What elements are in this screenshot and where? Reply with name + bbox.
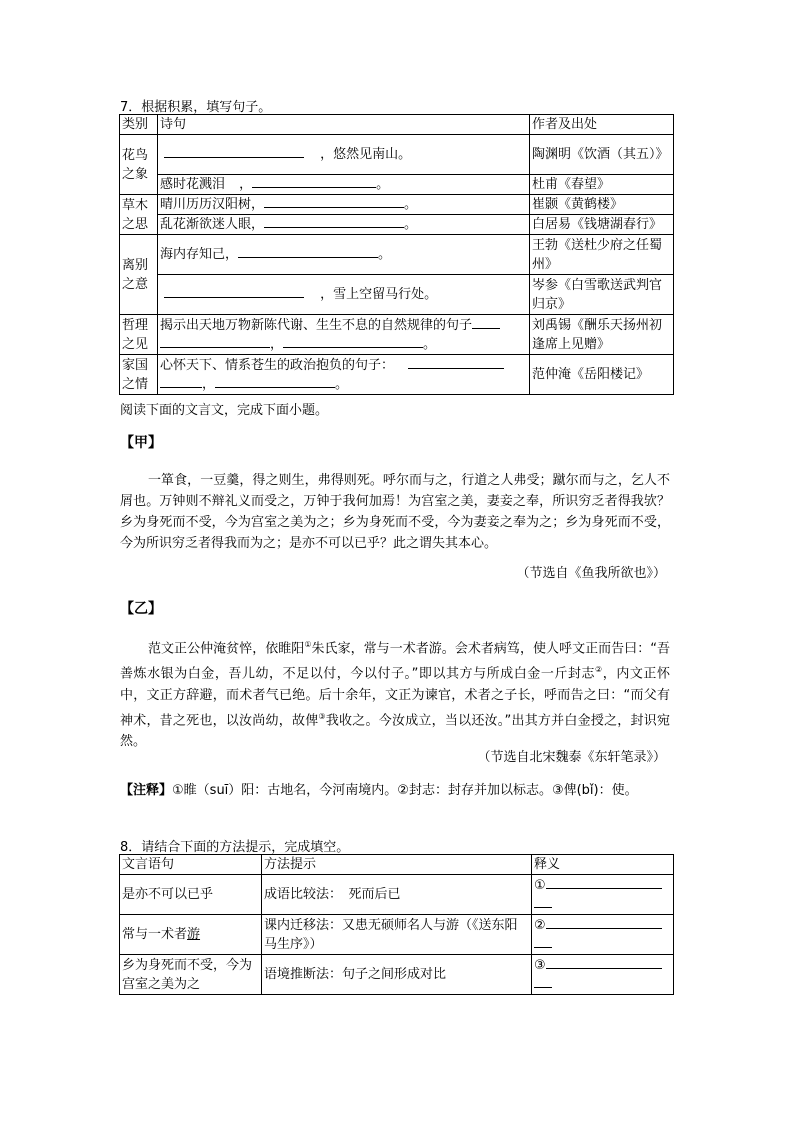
blank-line[interactable] bbox=[160, 335, 270, 348]
source-cell: 王勃《送杜少府之任蜀州》 bbox=[530, 235, 674, 275]
blank-line[interactable] bbox=[472, 316, 500, 329]
annotation-notes: 【注释】①睢（suī）阳：古地名，今河南境内。②封志：封存并加以标志。③俾(bǐ)：使。 bbox=[120, 783, 638, 798]
poem-cell: 心怀天下、情系苍生的政治抱负的句子： ， 。 bbox=[158, 355, 530, 395]
source-cell: 陶渊明《饮酒（其五）》 bbox=[530, 135, 674, 175]
blank-line[interactable] bbox=[408, 356, 504, 369]
method-cell: 成语比较法： 死而后已 bbox=[262, 875, 532, 915]
sentence-cell: 是亦不可以已乎 bbox=[120, 875, 262, 915]
answer-cell: ② bbox=[532, 915, 674, 955]
blank-line[interactable] bbox=[534, 895, 552, 908]
header-source: 作者及出处 bbox=[530, 115, 674, 135]
question-7-table bbox=[119, 114, 674, 395]
blank-line[interactable] bbox=[238, 245, 378, 258]
footnote-marker: ③ bbox=[318, 711, 326, 721]
passage-yi-text: 范文正公仲淹贫悴，依睢阳①朱氏家，常与一术者游。会术者病笃，使人呼文正而告曰：“吾善炼水银为白金，吾儿幼，不足以付，今以付子。”即以其方与所成白金一斤封志②，内文正怀中，文正方辞避，而术者气已绝。后十余年，文正为谏官，术者之子长，呼而告之曰：“而父有神术，昔之死也，以汝尚幼，故俾③我收之。今汝成立，当以还汝。”出其方并白金授之，封识宛然。 bbox=[120, 640, 670, 749]
poem-cell: 乱花渐欲迷人眼， 。 bbox=[158, 215, 530, 235]
category-cell: 哲理之见 bbox=[120, 315, 158, 355]
blank-line[interactable] bbox=[546, 956, 662, 969]
poem-cell: ，雪上空留马行处。 bbox=[158, 275, 530, 315]
category-cell: 草木之思 bbox=[120, 195, 158, 235]
blank-line[interactable] bbox=[283, 335, 423, 348]
source-cell: 杜甫《春望》 bbox=[530, 175, 674, 195]
blank-line[interactable] bbox=[534, 935, 552, 948]
question-8-title: 8．请结合下面的方法提示，完成填空。 bbox=[120, 840, 350, 855]
poem-cell: 海内存知己， 。 bbox=[158, 235, 530, 275]
blank-line[interactable] bbox=[546, 916, 662, 929]
answer-cell: ③ bbox=[532, 955, 674, 995]
answer-cell: ① bbox=[532, 875, 674, 915]
source-cell: 崔颢《黄鹤楼》 bbox=[530, 195, 674, 215]
method-cell: 课内迁移法：又患无硕师名人与游（《送东阳马生序》） bbox=[262, 915, 532, 955]
header-category: 类别 bbox=[120, 115, 158, 135]
poem-cell: 揭示出天地万物新陈代谢、生生不息的自然规律的句子 ， 。 bbox=[158, 315, 530, 355]
sentence-cell: 常与一术者游 bbox=[120, 915, 262, 955]
passage-jia-source: （节选自《鱼我所欲也》） bbox=[516, 566, 666, 581]
category-cell: 家国之情 bbox=[120, 355, 158, 395]
footnote-marker: ② bbox=[595, 665, 603, 675]
blank-line[interactable] bbox=[264, 195, 404, 208]
poem-cell: 感时花溅泪 ， 。 bbox=[158, 175, 530, 195]
passage-jia-label: 【甲】 bbox=[120, 435, 162, 451]
blank-line[interactable] bbox=[546, 876, 662, 889]
reading-intro: 阅读下面的文言文，完成下面小题。 bbox=[120, 403, 329, 418]
sentence-cell: 乡为身死而不受，今为宫室之美为之 bbox=[120, 955, 262, 995]
category-cell: 离别之意 bbox=[120, 235, 158, 315]
source-cell: 岑参《白雪歌送武判官归京》 bbox=[530, 275, 674, 315]
method-cell: 语境推断法：句子之间形成对比 bbox=[262, 955, 532, 995]
header-poem: 诗句 bbox=[158, 115, 530, 135]
source-cell: 白居易《钱塘湖春行》 bbox=[530, 215, 674, 235]
category-cell: 花鸟之象 bbox=[120, 135, 158, 195]
blank-line[interactable] bbox=[160, 375, 202, 388]
blank-line[interactable] bbox=[215, 375, 335, 388]
poem-cell: ，悠然见南山。 bbox=[158, 135, 530, 175]
source-cell: 刘禹锡《酬乐天扬州初逢席上见赠》 bbox=[530, 315, 674, 355]
blank-line[interactable] bbox=[164, 285, 304, 298]
blank-line[interactable] bbox=[252, 175, 376, 188]
passage-yi-label: 【乙】 bbox=[120, 601, 162, 617]
poem-cell: 晴川历历汉阳树， 。 bbox=[158, 195, 530, 215]
header-sentence: 文言语句 bbox=[120, 855, 262, 875]
header-method: 方法提示 bbox=[262, 855, 532, 875]
blank-line[interactable] bbox=[534, 975, 552, 988]
source-cell: 范仲淹《岳阳楼记》 bbox=[530, 355, 674, 395]
question-8-table bbox=[119, 854, 674, 995]
passage-jia-text: 一箪食，一豆羹，得之则生，弗得则死。呼尔而与之，行道之人弗受；蹴尔而与之，乞人不屑也。万钟则不辩礼义而受之，万钟于我何加焉！为宫室之美，妻妾之奉，所识穷乏者得我欤？乡为身死而不受，今为宫室之美为之；乡为身死而不受，今为妻妾之奉为之；乡为身死而不受，今为所识穷乏者得我而为之；是亦不可以已乎？此之谓失其本心。 bbox=[120, 473, 670, 551]
passage-yi-source: （节选自北宋魏泰《东轩笔录》） bbox=[477, 750, 666, 765]
footnote-marker: ① bbox=[304, 640, 312, 649]
blank-line[interactable] bbox=[264, 215, 404, 228]
question-7-title: 7．根据积累，填写句子。 bbox=[120, 100, 272, 115]
blank-line[interactable] bbox=[164, 145, 304, 158]
header-meaning: 释义 bbox=[532, 855, 674, 875]
